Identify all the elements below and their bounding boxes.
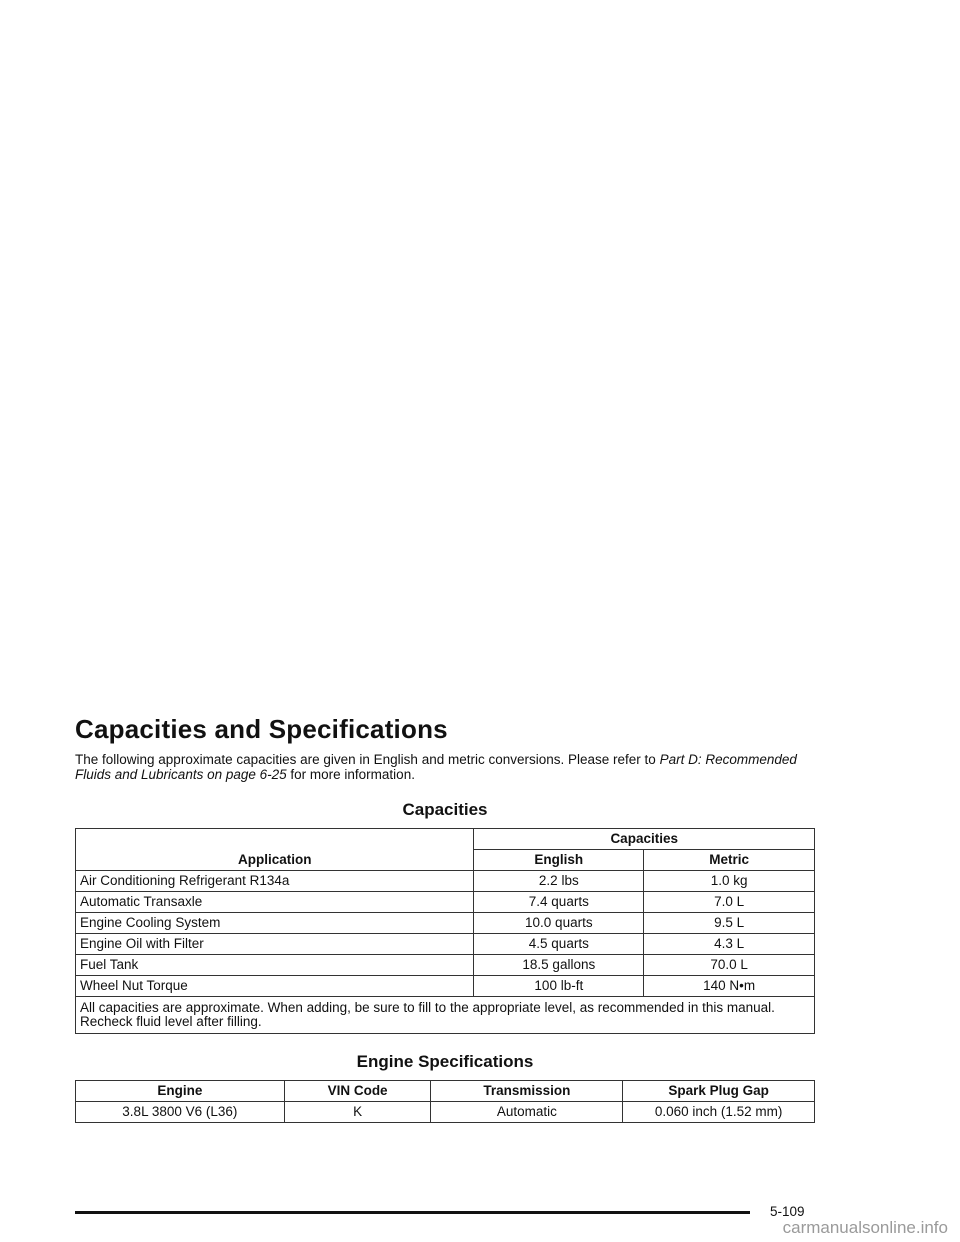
capacities-header-row bbox=[76, 829, 815, 850]
cell-english: 4.5 quarts bbox=[474, 934, 644, 955]
table-row bbox=[76, 934, 815, 955]
footer-divider bbox=[75, 1211, 750, 1214]
engine-specs-table bbox=[75, 1080, 815, 1123]
table-row bbox=[76, 955, 815, 976]
cell-spark-plug-gap: 0.060 inch (1.52 mm) bbox=[623, 1102, 815, 1123]
capacities-specifications-section bbox=[75, 712, 815, 1123]
cell-transmission: Automatic bbox=[431, 1102, 623, 1123]
cell-english: 100 lb-ft bbox=[474, 976, 644, 997]
intro-paragraph bbox=[75, 752, 815, 782]
header-application: Application bbox=[76, 829, 474, 871]
header-engine: Engine bbox=[76, 1081, 285, 1102]
cell-application: Engine Oil with Filter bbox=[76, 934, 474, 955]
capacities-table bbox=[75, 828, 815, 1034]
header-english: English bbox=[474, 850, 644, 871]
table-note-row bbox=[76, 997, 815, 1034]
page-number: 5-109 bbox=[770, 1204, 805, 1219]
engine-specs-table-title: Engine Specifications bbox=[356, 1052, 534, 1071]
intro-reference-link[interactable]: Part D: Recommended Fluids and Lubricants on page 6-25 bbox=[75, 752, 797, 782]
cell-metric: 70.0 L bbox=[644, 955, 815, 976]
cell-english: 2.2 lbs bbox=[474, 871, 644, 892]
intro-text: The following approximate capacities are given in English and metric conversions. Please refer to bbox=[75, 752, 660, 767]
cell-metric: 140 N•m bbox=[644, 976, 815, 997]
header-transmission: Transmission bbox=[431, 1081, 623, 1102]
header-vin-code: VIN Code bbox=[284, 1081, 431, 1102]
capacities-note: All capacities are approximate. When adding, be sure to fill to the appropriate level, as recommended in this manual. Recheck fluid level after filling. bbox=[76, 997, 815, 1034]
header-spark-plug-gap: Spark Plug Gap bbox=[623, 1081, 815, 1102]
cell-english: 7.4 quarts bbox=[474, 892, 644, 913]
table-row bbox=[76, 1102, 815, 1123]
table-row bbox=[76, 871, 815, 892]
cell-application: Air Conditioning Refrigerant R134a bbox=[76, 871, 474, 892]
table-row bbox=[76, 892, 815, 913]
cell-vin-code: K bbox=[284, 1102, 431, 1123]
cell-english: 18.5 gallons bbox=[474, 955, 644, 976]
cell-application: Automatic Transaxle bbox=[76, 892, 474, 913]
cell-application: Wheel Nut Torque bbox=[76, 976, 474, 997]
capacities-table-title: Capacities bbox=[402, 800, 488, 819]
table-row bbox=[76, 913, 815, 934]
header-metric: Metric bbox=[644, 850, 815, 871]
cell-metric: 1.0 kg bbox=[644, 871, 815, 892]
engine-specs-header-row bbox=[76, 1081, 815, 1102]
cell-application: Engine Cooling System bbox=[76, 913, 474, 934]
cell-metric: 9.5 L bbox=[644, 913, 815, 934]
page-title: Capacities and Specifications bbox=[75, 714, 448, 744]
cell-application: Fuel Tank bbox=[76, 955, 474, 976]
intro-tail: for more information. bbox=[286, 767, 415, 782]
table-row bbox=[76, 976, 815, 997]
cell-english: 10.0 quarts bbox=[474, 913, 644, 934]
cell-metric: 7.0 L bbox=[644, 892, 815, 913]
cell-engine: 3.8L 3800 V6 (L36) bbox=[76, 1102, 285, 1123]
cell-metric: 4.3 L bbox=[644, 934, 815, 955]
header-capacities-group: Capacities bbox=[474, 829, 815, 850]
watermark: carmanualsonline.info bbox=[782, 1218, 948, 1237]
